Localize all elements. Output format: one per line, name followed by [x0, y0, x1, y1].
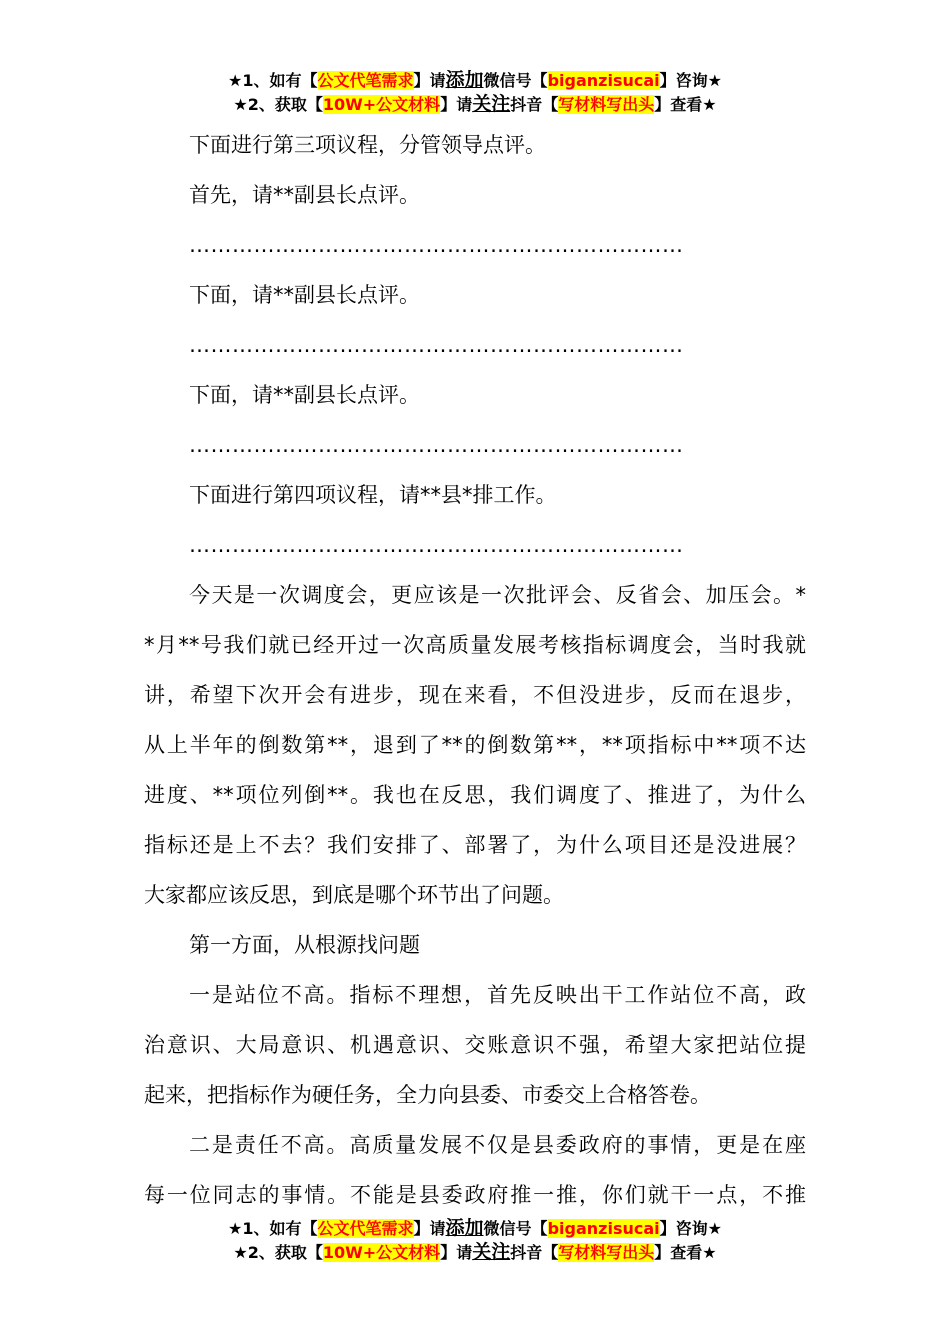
banner-line-2 [0, 1240, 950, 1264]
paragraph-line: 治意识、大局意识、机遇意识、交账意识不强，希望大家把站位提 [144, 1033, 806, 1057]
paragraph: 下面进行第三项议程，分管领导点评。 [189, 133, 546, 157]
banner-text: 】查看★ [654, 95, 717, 114]
paragraph-responsibility [144, 1120, 806, 1220]
banner-highlight: 公文代笔需求 [317, 71, 414, 90]
banner-emphasis: 关注 [472, 93, 511, 115]
document-body [144, 120, 806, 1220]
banner-text: ★2、获取【 [233, 1243, 323, 1262]
paragraph-line: 进度、**项位列倒**。我也在反思，我们调度了、推进了，为什么 [144, 783, 806, 807]
banner-highlight: 写材料写出头 [558, 1243, 655, 1262]
banner-text: 】请 [413, 1219, 446, 1238]
banner-line-2 [0, 92, 950, 116]
banner-text: 】请 [440, 1243, 473, 1262]
footer-banner [0, 1216, 950, 1264]
banner-emphasis: 添加 [445, 1217, 484, 1239]
banner-highlight: 公文代笔需求 [317, 1219, 414, 1238]
paragraph-line: 指标还是上不去？我们安排了、部署了，为什么项目还是没进展？ [144, 833, 806, 857]
banner-text: 】咨询★ [659, 1219, 722, 1238]
section-heading: 第一方面，从根源找问题 [189, 933, 420, 957]
banner-highlight: biganzisucai [547, 71, 660, 90]
banner-text: ★1、如有【 [228, 1219, 318, 1238]
paragraph-line: 一是站位不高。指标不理想，首先反映出干工作站位不高，政 [189, 983, 806, 1007]
banner-text: 抖音【 [510, 95, 559, 114]
banner-line-1 [0, 1216, 950, 1240]
banner-highlight: biganzisucai [547, 1219, 660, 1238]
paragraph-line: 今天是一次调度会，更应该是一次批评会、反省会、加压会。* [189, 583, 806, 607]
banner-emphasis: 添加 [445, 69, 484, 91]
banner-text: 】请 [440, 95, 473, 114]
banner-text: 】请 [413, 71, 446, 90]
banner-highlight: 写材料写出头 [558, 95, 655, 114]
banner-highlight: 10W+公文材料 [322, 95, 441, 114]
paragraph-line: 每一位同志的事情。不能是县委政府推一推，你们就干一点，不推 [144, 1183, 806, 1207]
banner-emphasis: 关注 [472, 1241, 511, 1263]
banner-text: 微信号【 [483, 1219, 548, 1238]
paragraph-line: 起来，把指标作为硬任务，全力向县委、市委交上合格答卷。 [144, 1083, 711, 1107]
banner-text: 抖音【 [510, 1243, 559, 1262]
ellipsis-line: …………………………………………………………… [189, 333, 684, 357]
paragraph-line: 大家都应该反思，到底是哪个环节出了问题。 [144, 883, 564, 907]
paragraph-line: 二是责任不高。高质量发展不仅是县委政府的事情，更是在座 [189, 1133, 806, 1157]
banner-text: ★1、如有【 [228, 71, 318, 90]
paragraph: 下面进行第四项议程，请**县*排工作。 [189, 483, 557, 507]
paragraph: 下面，请**副县长点评。 [189, 383, 420, 407]
banner-text: ★2、获取【 [233, 95, 323, 114]
banner-line-1 [0, 68, 950, 92]
ellipsis-line: …………………………………………………………… [189, 433, 684, 457]
paragraph-line: *月**号我们就已经开过一次高质量发展考核指标调度会，当时我就 [144, 633, 806, 657]
banner-text: 】查看★ [654, 1243, 717, 1262]
paragraph-review [144, 570, 806, 920]
paragraph: 下面，请**副县长点评。 [189, 283, 420, 307]
banner-text: 】咨询★ [659, 71, 722, 90]
ellipsis-line: …………………………………………………………… [189, 233, 684, 257]
paragraph-line: 讲，希望下次开会有进步，现在来看，不但没进步，反而在退步， [144, 683, 806, 707]
paragraph-standing [144, 970, 806, 1120]
paragraph: 首先，请**副县长点评。 [189, 183, 420, 207]
ellipsis-line: …………………………………………………………… [189, 533, 684, 557]
header-banner [0, 68, 950, 116]
banner-text: 微信号【 [483, 71, 548, 90]
paragraph-line: 从上半年的倒数第**，退到了**的倒数第**，**项指标中**项不达 [144, 733, 806, 757]
banner-highlight: 10W+公文材料 [322, 1243, 441, 1262]
